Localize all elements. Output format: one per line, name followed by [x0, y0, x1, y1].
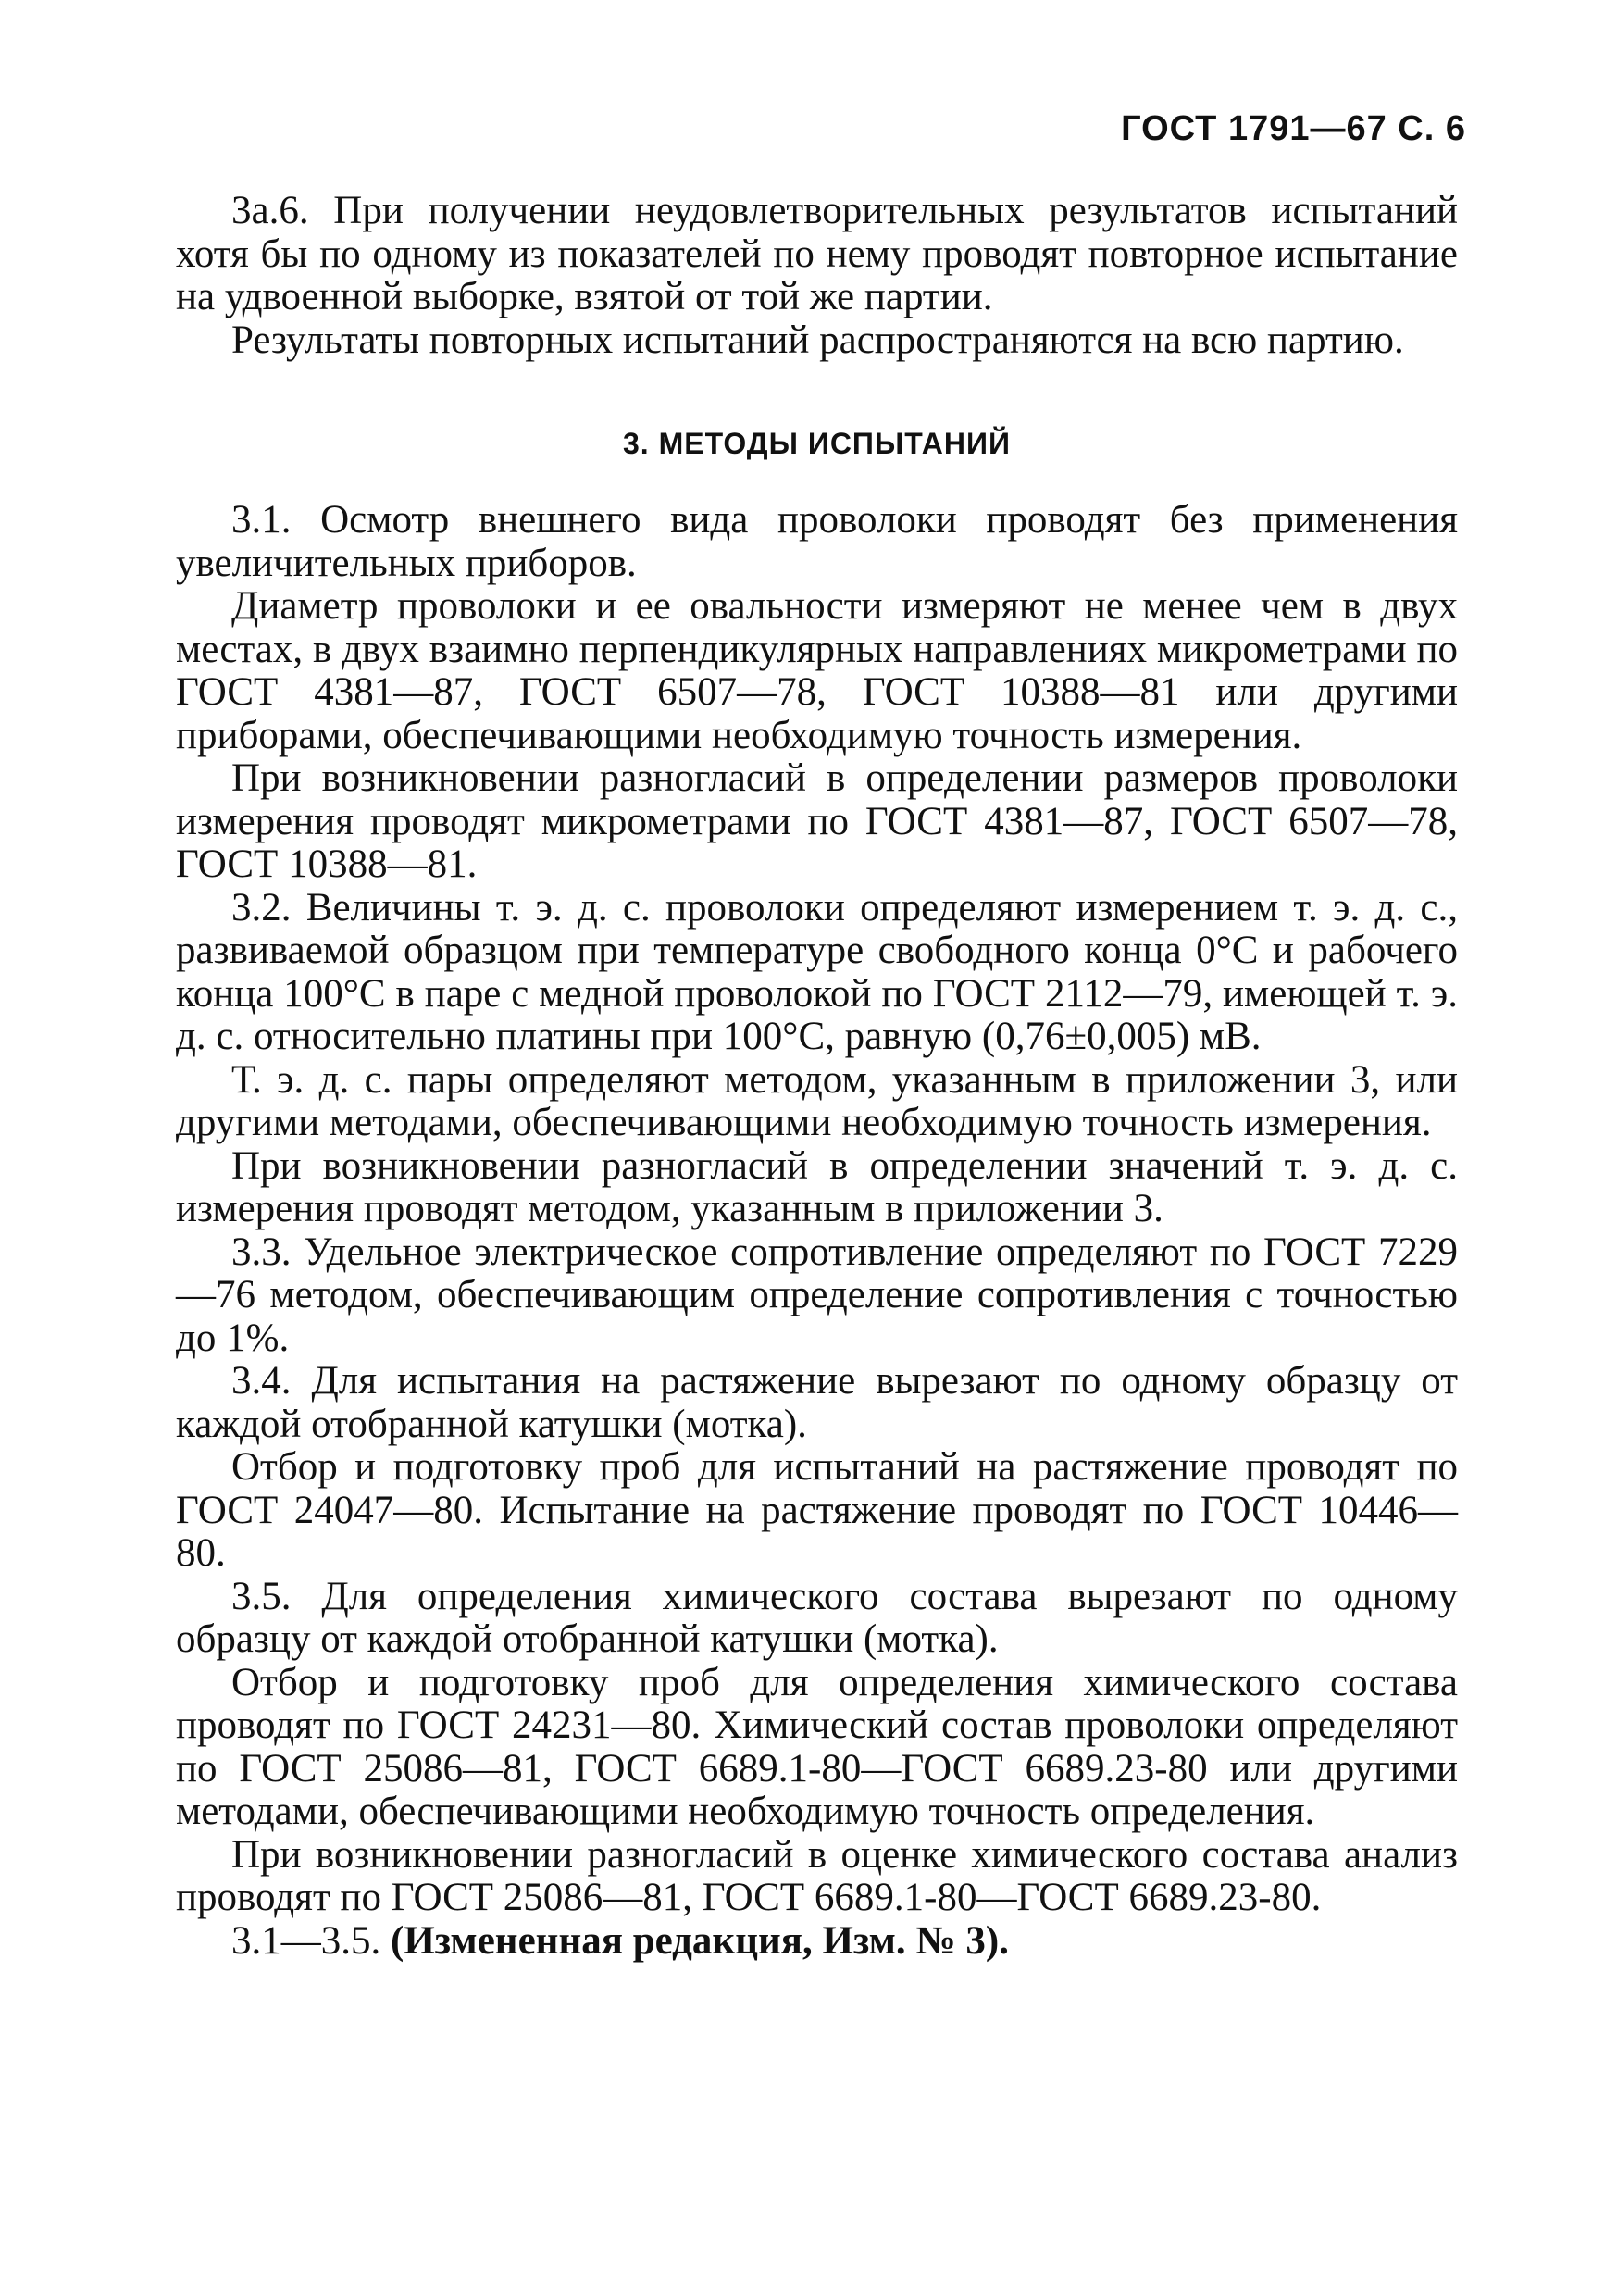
amendment-note	[176, 1920, 1458, 1964]
paragraph-diameter: Диаметр проволоки и ее овальности измеряют не менее чем в двух местах, в двух взаимно перпендикулярных направлениях микрометрами по ГОСТ 4381—87, ГОСТ 6507—78, ГОСТ 10388—81 или другими приборами, обеспечивающими необходимую точность измерения.	[176, 584, 1458, 757]
page-header: ГОСТ 1791—67 С. 6	[1121, 109, 1466, 148]
amendment-range: 3.1—3.5.	[231, 1918, 381, 1963]
paragraph-size-disagreement: При возникновении разногласий в определении размеров проволоки измерения проводят микрометрами по ГОСТ 4381—87, ГОСТ 6507—78, ГОСТ 10388—81.	[176, 756, 1458, 886]
amendment-text: (Измененная редакция, Изм. № 3).	[391, 1918, 1009, 1963]
paragraph-emf-method: Т. э. д. с. пары определяют методом, указанным в приложении 3, или другими методами, обеспечивающими необходимую точность измерения.	[176, 1057, 1458, 1144]
paragraph-3-4: 3.4. Для испытания на растяжение вырезают по одному образцу от каждой отобранной катушки (мотка).	[176, 1359, 1458, 1446]
paragraph-repeat-results: Результаты повторных испытаний распространяются на всю партию.	[231, 318, 1404, 362]
section-title: 3. МЕТОДЫ ИСПЫТАНИЙ	[623, 427, 1011, 460]
paragraph-3-5: 3.5. Для определения химического состава вырезают по одному образцу от каждой отобранной катушки (мотка).	[176, 1574, 1458, 1661]
paragraph-chemical-sampling: Отбор и подготовку проб для определения химического состава проводят по ГОСТ 24231—80. Химический состав проволоки определяют по ГОСТ 25086—81, ГОСТ 6689.1-80—ГОСТ 6689.23-80 или другими методами, обеспечивающими необходимую точность определения.	[176, 1660, 1458, 1833]
paragraph-emf-disagreement: При возникновении разногласий в определении значений т. э. д. с. измерения проводят методом, указанным в приложении 3.	[176, 1143, 1458, 1230]
paragraph-chemical-disagreement: При возникновении разногласий в оценке химического состава анализ проводят по ГОСТ 25086—81, ГОСТ 6689.1-80—ГОСТ 6689.23-80.	[176, 1832, 1458, 1919]
document-body	[176, 190, 1458, 1963]
paragraph-3-3: 3.3. Удельное электрическое сопротивление определяют по ГОСТ 7229—76 методом, обеспечивающим определение сопротивления с точностью до 1%.	[176, 1229, 1458, 1360]
paragraph-3a6: 3а.6. При получении неудовлетворительных результатов испытаний хотя бы по одному из показателей по нему проводят повторное испытание на удвоенной выборке, взятой от той же партии.	[176, 189, 1458, 318]
paragraph-tensile-sampling: Отбор и подготовку проб для испытаний на растяжение проводят по ГОСТ 24047—80. Испытание на растяжение проводят по ГОСТ 10446—80.	[176, 1445, 1458, 1575]
paragraph-3-1: 3.1. Осмотр внешнего вида проволоки проводят без применения увеличительных приборов.	[176, 498, 1458, 585]
paragraph-3-2: 3.2. Величины т. э. д. с. проволоки определяют измерением т. э. д. с., развиваемой образцом при температуре свободного конца 0°С и рабочего конца 100°С в паре с медной проволокой по ГОСТ 2112—79, имеющей т. э. д. с. относительно платины при 100°С, равную (0,76±0,005) мВ.	[176, 885, 1458, 1058]
